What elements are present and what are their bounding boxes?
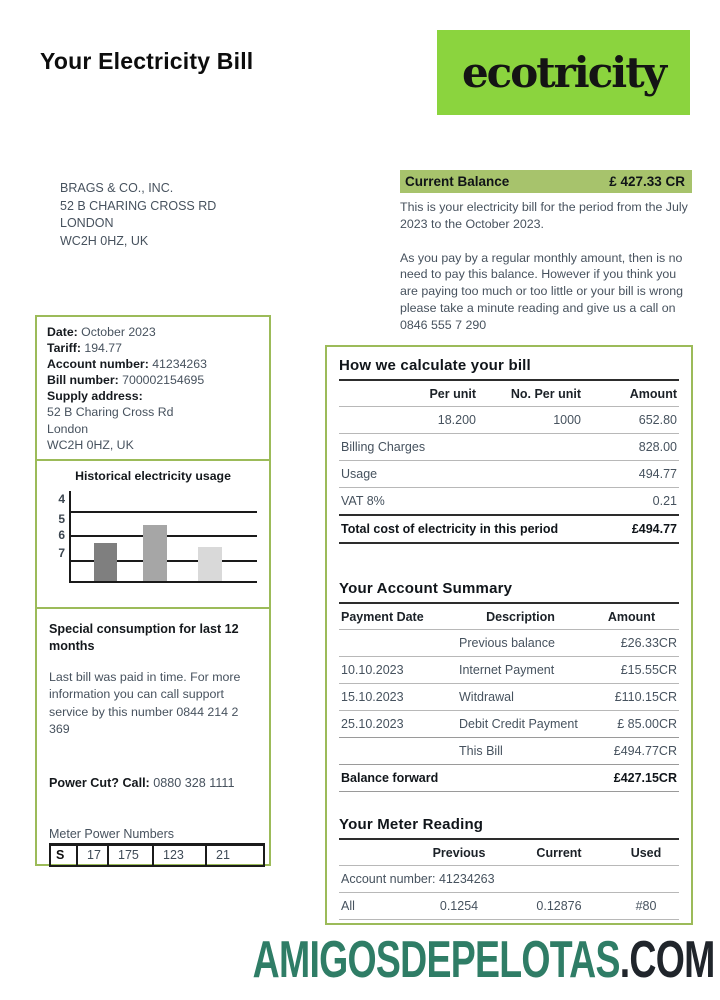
watermark-tld: .COM [620, 931, 715, 989]
info-line [47, 388, 259, 404]
payment-amount: £15.55CR [620, 663, 677, 677]
calc-header-amount: Amount [629, 387, 677, 401]
table-row [339, 657, 679, 684]
balance-forward-amount: £427.15CR [613, 771, 677, 785]
table-row [339, 461, 679, 488]
info-value: 194.77 [80, 341, 122, 356]
meter-power-numbers-label: Meter Power Numbers [49, 826, 175, 841]
left-column [35, 315, 271, 866]
calc-header-row [339, 381, 679, 407]
ecotricity-logo [437, 30, 690, 115]
meter-previous-value: 0.1254 [439, 899, 479, 913]
meter-cell: S [51, 846, 78, 865]
meter-reading-section [339, 816, 679, 920]
power-cut-label: Power Cut? Call: [49, 775, 150, 790]
meter-header-used: Used [630, 846, 662, 860]
payment-date: 15.10.2023 [341, 690, 404, 704]
special-consumption-heading: Special consumption for last 12 months [49, 621, 239, 653]
calc-header-per-unit: Per unit [429, 387, 476, 401]
info-line [47, 356, 259, 372]
summary-header-amount: Amount [607, 610, 656, 624]
table-row [339, 407, 679, 434]
info-value: 52 B Charing Cross Rd [47, 405, 174, 420]
current-balance-label: Current Balance [405, 174, 510, 189]
info-value: London [47, 421, 89, 436]
meter-power-numbers-table [49, 843, 265, 867]
meter-section-title: Your Meter Reading [339, 816, 484, 833]
recipient-city: LONDON [60, 216, 114, 230]
calc-header-blank [339, 388, 390, 399]
meter-reading-row [339, 893, 679, 920]
payment-amount: £ 85.00CR [617, 717, 677, 731]
charge-amount: 0.21 [652, 494, 677, 508]
info-label: Bill number: [47, 373, 119, 388]
table-row [339, 711, 679, 738]
recipient-name: BRAGS & CO., INC. [60, 181, 174, 195]
payment-date: 25.10.2023 [341, 717, 404, 731]
meter-cell: 21 [216, 847, 230, 862]
summary-header-description: Description [486, 610, 555, 624]
recipient-street: 52 B CHARING CROSS RD [60, 198, 217, 213]
info-label: Account number: [47, 357, 149, 372]
balance-section [400, 170, 692, 334]
y-tick-label: 5 [58, 511, 65, 526]
charge-label: Usage [341, 467, 378, 481]
payment-amount: £494.77CR [613, 744, 677, 758]
meter-used-value: #80 [635, 899, 657, 913]
table-row [339, 488, 679, 516]
calc-section-title: How we calculate your bill [339, 357, 531, 374]
account-info-box [35, 315, 271, 461]
billing-details-box [325, 345, 693, 925]
info-label: Date: [47, 325, 78, 339]
no-per-unit-value: 1000 [553, 413, 581, 427]
info-line [47, 404, 259, 420]
info-line [47, 340, 259, 356]
charge-amount: 494.77 [638, 467, 677, 481]
billing-period-text: This is your electricity bill for the period from the July 2023 to the October 2023. [400, 200, 688, 231]
unit-amount-value: 652.80 [638, 413, 677, 427]
info-line [47, 324, 259, 340]
meter-current-value: 0.12876 [536, 899, 582, 913]
meter-header-current: Current [536, 846, 582, 860]
charge-label: Billing Charges [341, 440, 426, 454]
y-tick-label: 6 [58, 527, 65, 542]
meter-header-previous: Previous [432, 846, 486, 860]
special-consumption-box [35, 607, 271, 866]
info-line [47, 437, 259, 453]
payment-date [339, 637, 457, 649]
payment-description: Debit Credit Payment [459, 717, 578, 731]
info-line [47, 421, 259, 437]
per-unit-value: 18.200 [437, 413, 476, 427]
total-label: Total cost of electricity in this period [341, 522, 559, 536]
payment-description: Internet Payment [459, 663, 555, 677]
usage-bar-3 [198, 547, 222, 580]
meter-name: All [341, 899, 355, 913]
calc-header-no-per-unit: No. Per unit [510, 387, 581, 401]
charge-amount: 828.00 [638, 440, 677, 454]
info-value: WC2H 0HZ, UK [47, 437, 134, 452]
info-value: 700002154695 [118, 373, 205, 388]
payment-date: 10.10.2023 [341, 663, 404, 677]
summary-header-date: Payment Date [341, 610, 424, 624]
recipient-postcode: WC2H 0HZ, UK [60, 233, 149, 248]
usage-bar-2 [143, 525, 167, 581]
meter-account-number: Account number: 41234263 [341, 872, 495, 886]
meter-cell: 17 [78, 846, 109, 865]
usage-bar-1 [94, 543, 117, 581]
total-amount: £494.77 [631, 522, 677, 536]
meter-account-row [339, 866, 679, 893]
info-value: October 2023 [77, 325, 156, 339]
gridline [71, 511, 257, 513]
table-row [339, 630, 679, 657]
account-summary-section [339, 580, 679, 792]
meter-cell: 175 [109, 846, 154, 865]
summary-section-title: Your Account Summary [339, 580, 513, 597]
payment-amount: £110.15CR [614, 690, 677, 704]
site-watermark [253, 930, 715, 990]
watermark-name: AMIGOSDEPELOTAS [253, 931, 621, 989]
recipient-address [60, 180, 216, 250]
meter-cell: 123 [154, 846, 207, 865]
power-cut-number: 0880 328 1111 [149, 775, 235, 790]
payment-description: Previous balance [459, 636, 555, 650]
payment-amount: £26.33CR [620, 636, 677, 650]
payment-advice-text: As you pay by a regular monthly amount, then is no need to pay this balance. However if you think you are paying too much or too little or your bill is wrong please take a minute reading and give us a call on 0846 555 7 290 [400, 250, 684, 332]
usage-bar-chart [58, 491, 257, 583]
table-row [339, 738, 679, 765]
usage-chart-box [35, 459, 271, 609]
info-line [47, 372, 259, 388]
summary-header-row [339, 604, 679, 630]
info-value: 41234263 [148, 357, 207, 372]
info-label: Supply address: [47, 389, 143, 404]
payment-description: This Bill [459, 744, 503, 758]
balance-forward-row [339, 765, 679, 792]
meter-header-row [339, 840, 679, 866]
charge-label: VAT 8% [341, 494, 385, 508]
y-tick-label: 4 [58, 491, 65, 506]
ecotricity-logo-text: ecotricity [461, 48, 666, 97]
y-tick-label: 7 [58, 545, 65, 560]
chart-title: Historical electricity usage [75, 468, 231, 483]
table-row [339, 434, 679, 461]
payment-date [339, 745, 457, 757]
current-balance-bar [400, 170, 692, 193]
info-label: Tariff: [47, 341, 81, 356]
payment-description: Witdrawal [459, 690, 514, 704]
table-row [339, 684, 679, 711]
calc-section [339, 357, 679, 544]
power-cut-line [49, 776, 257, 790]
balance-forward-label: Balance forward [341, 771, 439, 785]
support-info-text: Last bill was paid in time. For more information you can call support service by this number 0844 214 2 369 [49, 669, 241, 737]
total-row [339, 516, 679, 544]
page-title: Your Electricity Bill [40, 48, 254, 74]
current-balance-amount: £ 427.33 CR [609, 174, 685, 189]
